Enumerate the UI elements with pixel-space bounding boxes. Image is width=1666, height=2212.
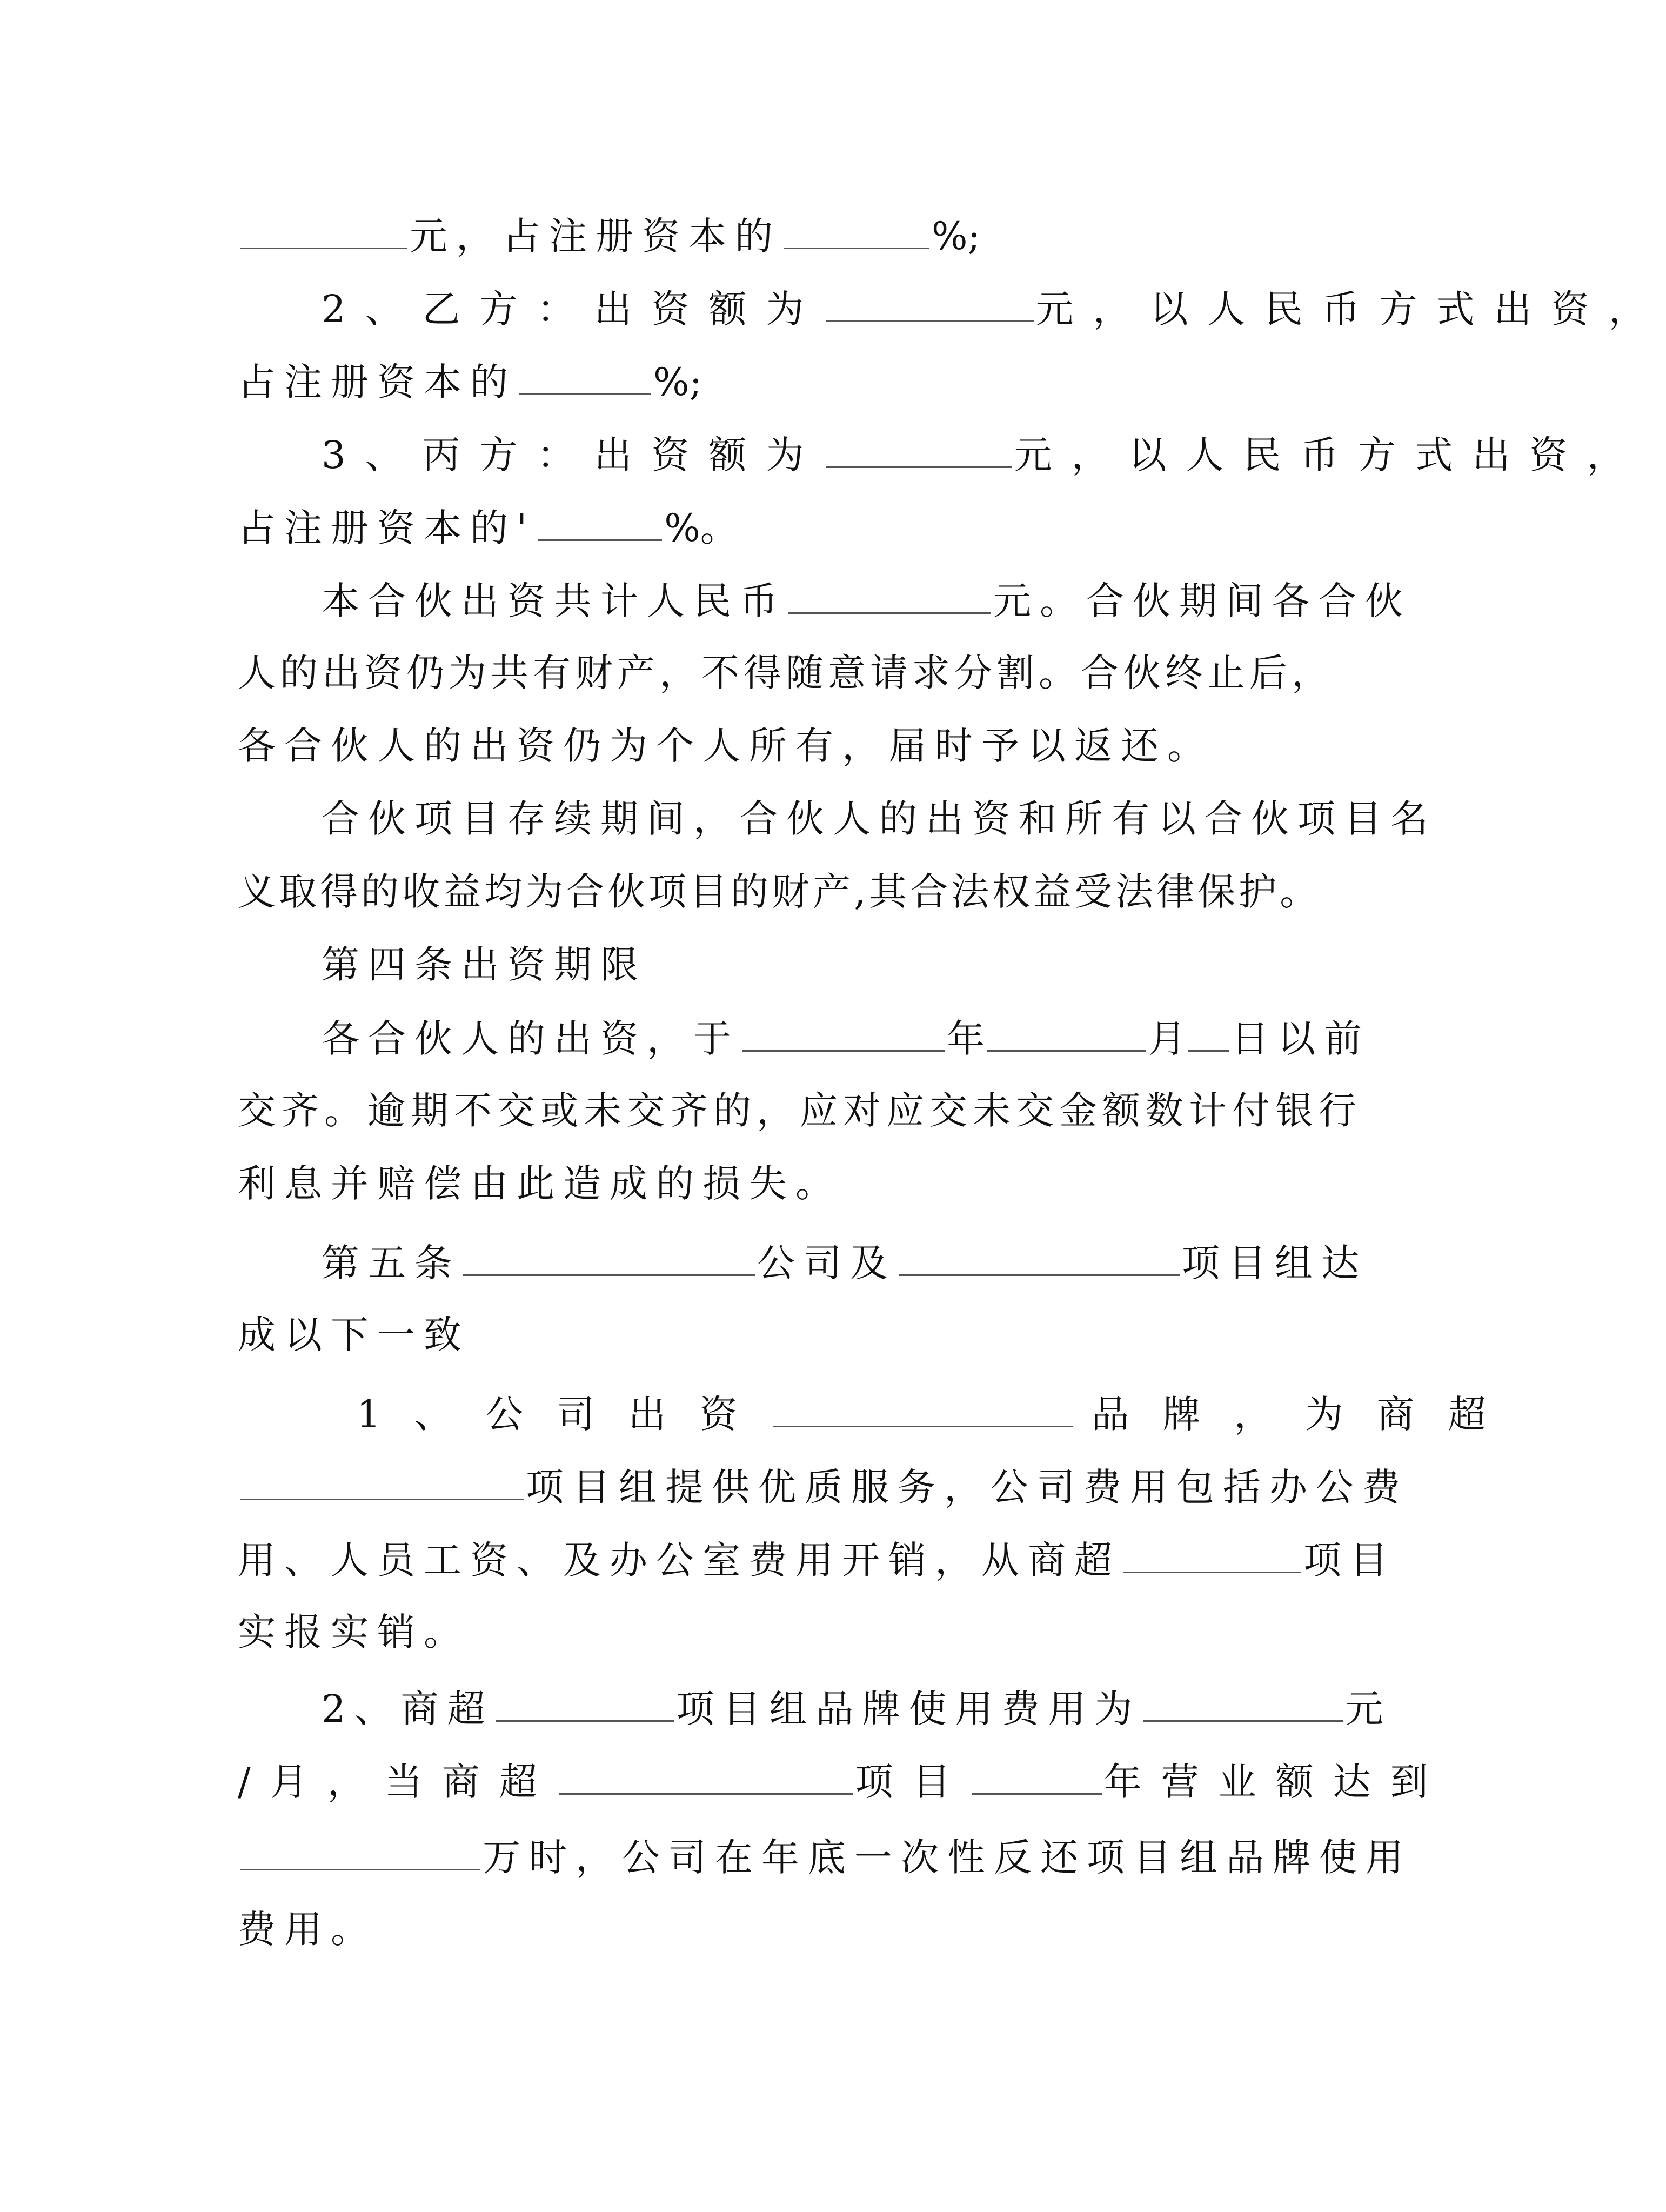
- text-line: [238, 1456, 1409, 1516]
- line-text: 实报实销。: [238, 1610, 470, 1654]
- text-line: [238, 1305, 470, 1365]
- line-text: 项目: [1303, 1538, 1396, 1582]
- section-heading: [322, 1232, 1368, 1292]
- text-line: [322, 1008, 1370, 1067]
- line-text: 义取得的收益均为合伙项目的财产,其合法权益受法律保护。: [238, 870, 1321, 914]
- text-line: [322, 789, 1437, 848]
- fill-in-blank: [538, 497, 662, 541]
- fill-in-blank: [1123, 1529, 1301, 1573]
- fill-in-blank: [496, 1678, 674, 1722]
- line-text: 本合伙出资共计人民币: [322, 579, 786, 623]
- text-line: [238, 1602, 470, 1662]
- fill-in-blank: [463, 1232, 755, 1276]
- line-text: 品牌，为商超: [1091, 1392, 1520, 1436]
- text-line: [357, 1384, 1520, 1443]
- text-line: [322, 570, 1411, 630]
- text-line: [238, 1900, 377, 1959]
- line-text: 公司及: [757, 1241, 896, 1285]
- text-line: [322, 424, 1644, 484]
- line-text: 用、人员工资、及办公室费用开销，从商超: [238, 1538, 1121, 1582]
- line-text: %;: [653, 360, 702, 404]
- text-line: [238, 1751, 1448, 1810]
- line-text: 合伙项目存续期间，合伙人的出资和所有以合伙项目名: [322, 797, 1437, 841]
- line-text: 2、商超: [322, 1687, 494, 1731]
- text-line: [238, 205, 980, 265]
- line-text: 月: [1148, 1017, 1186, 1061]
- text-line: [238, 643, 1334, 703]
- text-line: [238, 1529, 1396, 1589]
- line-text: 项目组品牌使用费用为: [676, 1687, 1141, 1731]
- line-text: 成以下一致: [238, 1313, 470, 1357]
- line-text: 项目: [855, 1760, 970, 1804]
- text-line: [238, 351, 702, 411]
- line-text: 元。合伙期间各合伙: [993, 579, 1411, 623]
- text-line: [322, 278, 1666, 338]
- text-line: [238, 1081, 1362, 1140]
- line-text: 元: [1345, 1687, 1383, 1731]
- line-text: 项目组提供优质服务，公司费用包括办公费: [526, 1465, 1409, 1509]
- fill-in-blank: [972, 1751, 1102, 1795]
- fill-in-blank: [826, 424, 1012, 468]
- text-line: [238, 1827, 1412, 1886]
- fill-in-blank: [1143, 1678, 1343, 1722]
- line-text: 年营业额达到: [1103, 1760, 1448, 1804]
- line-text: 元，以人民币方式出资，: [1035, 287, 1666, 331]
- line-text: 万时，公司在年底一次性反还项目组品牌使用: [483, 1835, 1412, 1880]
- text-line: [238, 862, 1321, 921]
- line-text: %。: [664, 506, 738, 550]
- text-line: [238, 716, 1214, 776]
- line-text: 3、丙方：出资额为: [322, 433, 824, 477]
- line-text: 第四条出资期限: [322, 943, 647, 987]
- line-text: 元，占注册资本的: [410, 214, 781, 258]
- line-text: 交齐。逾期不交或未交齐的，应对应交未交金额数计付银行: [238, 1088, 1362, 1133]
- fill-in-blank: [826, 278, 1034, 322]
- fill-in-blank: [1188, 1008, 1229, 1052]
- line-text: 各合伙人的出资仍为个人所有，届时予以返还。: [238, 724, 1214, 768]
- fill-in-blank: [240, 1456, 524, 1500]
- line-text: %;: [932, 214, 981, 258]
- fill-in-blank: [240, 1827, 480, 1870]
- line-text: 费用。: [238, 1907, 377, 1952]
- line-text: 占注册资本的: [238, 360, 517, 404]
- fill-in-blank: [519, 351, 651, 395]
- line-text: 2、乙方：出资额为: [322, 287, 824, 331]
- fill-in-blank: [240, 205, 407, 249]
- line-text: 第五条: [322, 1241, 461, 1285]
- line-text: 年: [947, 1017, 985, 1061]
- fill-in-blank: [784, 205, 929, 249]
- line-text: 占注册资本的': [238, 506, 536, 550]
- fill-in-blank: [559, 1751, 853, 1795]
- line-text: 1、公司出资: [357, 1392, 771, 1436]
- text-line: [322, 1678, 1383, 1737]
- fill-in-blank: [987, 1008, 1146, 1052]
- line-text: 利息并赔偿由此造成的损失。: [238, 1161, 842, 1206]
- fill-in-blank: [788, 570, 991, 614]
- line-text: 人的出资仍为共有财产，不得随意请求分割。合伙终止后，: [238, 651, 1334, 695]
- text-line: [238, 1154, 842, 1213]
- text-line: [238, 497, 738, 557]
- fill-in-blank: [742, 1008, 945, 1052]
- section-heading: [322, 935, 647, 994]
- fill-in-blank: [773, 1384, 1073, 1427]
- line-text: 各合伙人的出资，于: [322, 1017, 740, 1061]
- line-text: /月，当商超: [238, 1760, 557, 1804]
- line-text: 项目组达: [1182, 1241, 1368, 1285]
- line-text: 元，以人民币方式出资，: [1014, 433, 1644, 477]
- line-text: 日以前: [1231, 1017, 1370, 1061]
- fill-in-blank: [899, 1232, 1180, 1276]
